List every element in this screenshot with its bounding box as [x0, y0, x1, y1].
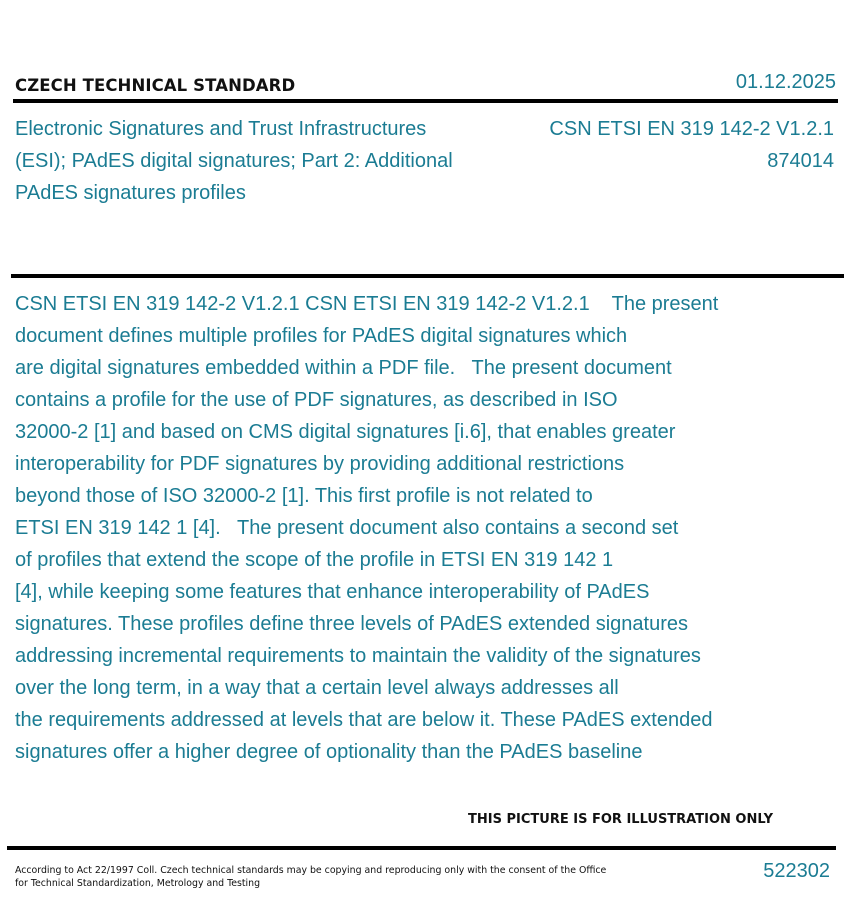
header-divider [13, 99, 838, 103]
copyright-notice-line: for Technical Standardization, Metrology and Testing [15, 878, 261, 889]
abstract-line: document defines multiple profiles for PAdES digital signatures which [15, 325, 628, 347]
abstract-line: signatures offer a higher degree of optionality than the PAdES baseline [15, 741, 643, 763]
abstract-line: ETSI EN 319 142 1 [4]. The present document also contains a second set [15, 517, 679, 539]
abstract-line: contains a profile for the use of PDF signatures, as described in ISO [15, 389, 618, 411]
standard-title-line: (ESI); PAdES digital signatures; Part 2: Additional [15, 150, 453, 172]
section-divider [11, 274, 844, 278]
standard-identification [549, 113, 834, 177]
standard-type-label: CZECH TECHNICAL STANDARD [15, 76, 296, 95]
abstract-line: signatures. These profiles define three levels of PAdES extended signatures [15, 613, 688, 635]
abstract-line: beyond those of ISO 32000-2 [1]. This first profile is not related to [15, 485, 593, 507]
abstract-line: of profiles that extend the scope of the profile in ETSI EN 319 142 1 [15, 549, 614, 571]
abstract-line: over the long term, in a way that a certain level always addresses all [15, 677, 619, 699]
copyright-notice [15, 864, 607, 890]
standard-designation: CSN ETSI EN 319 142-2 V1.2.1 [549, 118, 834, 140]
publication-date: 01.12.2025 [735, 71, 836, 93]
abstract-line: are digital signatures embedded within a PDF file. The present document [15, 357, 672, 379]
classification-code: 874014 [767, 150, 834, 172]
abstract-line: interoperability for PDF signatures by providing additional restrictions [15, 453, 625, 475]
standard-title [15, 113, 505, 209]
abstract-line: addressing incremental requirements to maintain the validity of the signatures [15, 645, 701, 667]
abstract-line: the requirements addressed at levels that are below it. These PAdES extended [15, 709, 713, 731]
copyright-notice-line: According to Act 22/1997 Coll. Czech technical standards may be copying and reproducing only with the consent of the Office [15, 865, 607, 876]
standard-title-line: Electronic Signatures and Trust Infrastructures [15, 118, 427, 140]
abstract-line: 32000-2 [1] and based on CMS digital signatures [i.6], that enables greater [15, 421, 676, 443]
footer-divider [7, 846, 836, 850]
catalog-number: 522302 [763, 860, 830, 882]
abstract-line: CSN ETSI EN 319 142-2 V1.2.1 CSN ETSI EN 319 142-2 V1.2.1 The present [15, 293, 719, 315]
illustration-notice: THIS PICTURE IS FOR ILLUSTRATION ONLY [468, 812, 773, 827]
abstract-text [15, 288, 785, 768]
abstract-line: [4], while keeping some features that enhance interoperability of PAdES [15, 581, 650, 603]
standard-title-line: PAdES signatures profiles [15, 182, 246, 204]
